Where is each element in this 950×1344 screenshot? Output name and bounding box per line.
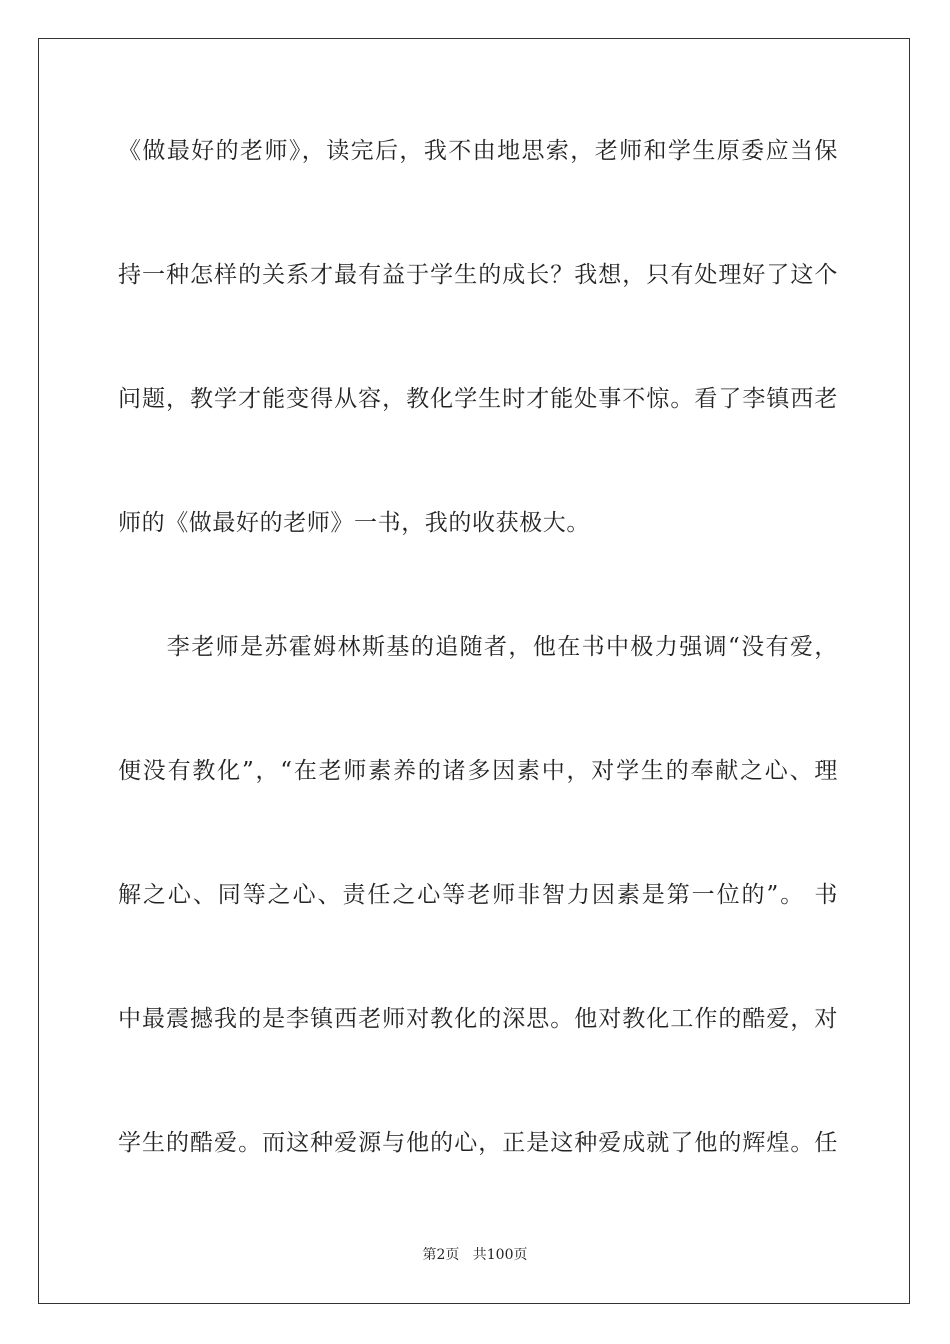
page-number: 第2页	[422, 1247, 460, 1263]
text-line: 《做最好的老师》，读完后，我不由地思索，老师和学生原委应当保	[118, 138, 838, 164]
text-line: 李老师是苏霍姆林斯基的追随者，他在书中极力强调“没有爱，	[118, 634, 838, 660]
text-line: 便没有教化”，“在老师素养的诸多因素中，对学生的奉献之心、理	[118, 758, 838, 784]
text-line: 学生的酷爱。而这种爱源与他的心，正是这种爱成就了他的辉煌。任	[118, 1130, 838, 1156]
page-frame	[38, 38, 910, 1304]
text-line: 问题，教学才能变得从容，教化学生时才能处事不惊。看了李镇西老	[118, 386, 838, 412]
footer-spacer	[459, 1247, 472, 1263]
text-line: 中最震撼我的是李镇西老师对教化的深思。他对教化工作的酷爱，对	[118, 1006, 838, 1032]
text-line: 持一种怎样的关系才最有益于学生的成长？我想，只有处理好了这个	[118, 262, 838, 288]
text-line: 解之心、同等之心、责任之心等老师非智力因素是第一位的”。 书	[118, 882, 838, 908]
total-pages: 共100页	[472, 1247, 528, 1263]
page-footer	[0, 1246, 950, 1264]
text-line: 师的《做最好的老师》一书，我的收获极大。	[118, 510, 590, 536]
